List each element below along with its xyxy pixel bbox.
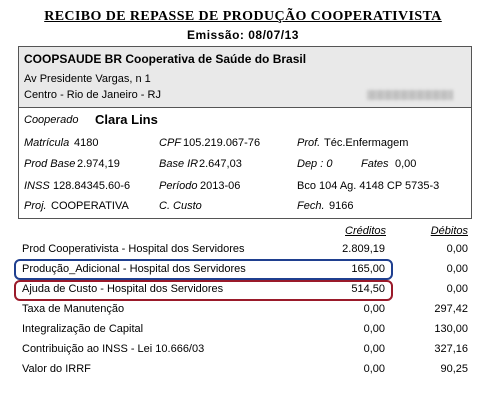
fech-label: Fech. — [297, 200, 325, 212]
row-credit: 0,00 — [363, 323, 385, 335]
receipt-title: RECIBO DE REPASSE DE PRODUÇÃO COOPERATIVISTA — [44, 9, 442, 24]
periodo-value: 2013-06 — [200, 180, 241, 192]
proj-value: COOPERATIVA — [51, 200, 129, 212]
company-city: Centro - Rio de Janeiro - RJ — [24, 89, 161, 101]
prof-label: Prof. — [297, 137, 321, 149]
row-credit: 165,00 — [351, 263, 385, 275]
company-address: Av Presidente Vargas, n 1 — [24, 73, 151, 85]
highlight-red-outline — [14, 280, 393, 301]
row-description: Integralização de Capital — [22, 323, 144, 335]
fates-value: 0,00 — [395, 158, 417, 170]
fates-label: Fates — [361, 158, 389, 170]
matricula-value: 4180 — [74, 137, 99, 149]
inss-label: INSS — [24, 180, 50, 192]
row-debit: 327,16 — [434, 343, 468, 355]
row-description: Taxa de Manutenção — [22, 303, 125, 315]
row-debit: 0,00 — [446, 283, 468, 295]
cpf-value: 105.219.067-76 — [183, 137, 261, 149]
table-row — [18, 321, 470, 337]
row-debit: 130,00 — [434, 323, 468, 335]
cpf-label: CPF — [159, 137, 181, 149]
row-credit: 0,00 — [363, 343, 385, 355]
table-row — [18, 361, 470, 377]
row-debit: 0,00 — [446, 243, 468, 255]
prod-base-label: Prod Base — [24, 158, 76, 170]
cooperado-label: Cooperado — [24, 114, 79, 126]
inss-value: 128.84345.60-6 — [53, 180, 131, 192]
ccusto-label: C. Custo — [159, 200, 202, 212]
row-credit: 0,00 — [363, 363, 385, 375]
matricula-label: Matrícula — [24, 137, 70, 149]
row-description: Ajuda de Custo - Hospital dos Servidores — [22, 283, 224, 295]
periodo-label: Período — [159, 180, 198, 192]
base-ir-label: Base IR — [159, 158, 199, 170]
prod-base-value: 2.974,19 — [77, 158, 120, 170]
emission-date: Emissão: 08/07/13 — [187, 28, 299, 42]
company-box — [18, 46, 472, 108]
cooperado-box — [18, 107, 472, 219]
row-description: Contribuição ao INSS - Lei 10.666/03 — [22, 343, 205, 355]
row-description: Prod Cooperativista - Hospital dos Servidores — [22, 243, 245, 255]
table-row — [18, 241, 470, 257]
creditos-header: Créditos — [345, 225, 386, 237]
prof-value: Téc.Enfermagem — [324, 137, 409, 149]
company-name: COOPSAUDE BR Cooperativa de Saúde do Brasil — [24, 52, 307, 66]
bank-info: Bco 104 Ag. 4148 CP 5735-3 — [297, 180, 440, 192]
redacted-text — [367, 90, 453, 100]
row-debit: 297,42 — [434, 303, 468, 315]
proj-label: Proj. — [24, 200, 47, 212]
row-credit: 514,50 — [351, 283, 385, 295]
fech-value: 9166 — [329, 200, 354, 212]
row-description: Produção_Adicional - Hospital dos Servidores — [22, 263, 246, 275]
debitos-header: Débitos — [430, 225, 468, 237]
table-row — [18, 301, 470, 317]
row-debit: 0,00 — [446, 263, 468, 275]
table-row — [18, 341, 470, 357]
row-credit: 2.809,19 — [342, 243, 385, 255]
cooperado-name: Clara Lins — [95, 112, 158, 127]
dep-label: Dep : 0 — [297, 158, 333, 170]
highlight-blue-outline — [14, 259, 393, 280]
row-credit: 0,00 — [363, 303, 385, 315]
base-ir-value: 2.647,03 — [199, 158, 242, 170]
row-description: Valor do IRRF — [22, 363, 91, 375]
row-debit: 90,25 — [440, 363, 468, 375]
